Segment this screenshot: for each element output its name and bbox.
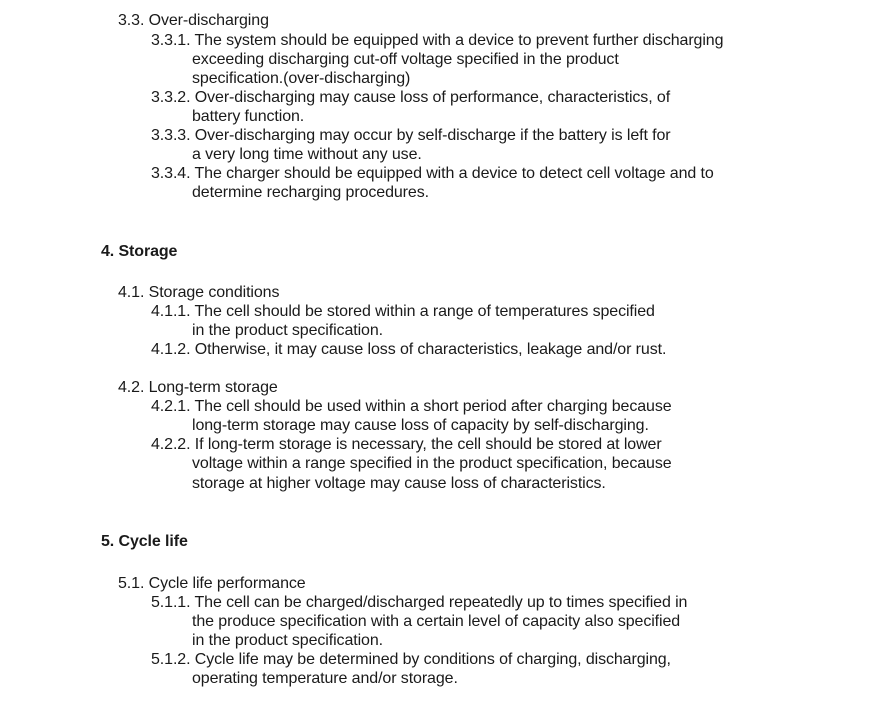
item-3-3-1-line-3: specification.(over-discharging)	[192, 70, 411, 87]
item-4-1-2-line-1: 4.1.2. Otherwise, it may cause loss of characteristics, leakage and/or rust.	[151, 341, 667, 358]
item-3-3-2-line-1: 3.3.2. Over-discharging may cause loss of performance, characteristics, of	[151, 89, 671, 106]
item-5-1-1-line-3: in the product specification.	[192, 632, 383, 649]
item-3-3-2-line-2: battery function.	[192, 108, 305, 125]
item-3-3-4-line-1: 3.3.4. The charger should be equipped with a device to detect cell voltage and to	[151, 165, 714, 182]
item-5-1-2-line-2: operating temperature and/or storage.	[192, 670, 458, 687]
item-3-3-1-line-1: 3.3.1. The system should be equipped with a device to prevent further discharging	[151, 32, 724, 49]
subsection-heading-5-1: 5.1. Cycle life performance	[118, 575, 306, 592]
subsection-heading-3-3: 3.3. Over-discharging	[118, 12, 269, 29]
item-4-2-2-line-3: storage at higher voltage may cause loss of characteristics.	[192, 475, 606, 492]
item-4-1-1-line-2: in the product specification.	[192, 322, 383, 339]
item-3-3-3-line-1: 3.3.3. Over-discharging may occur by self-discharge if the battery is left for	[151, 127, 671, 144]
item-3-3-1-line-2: exceeding discharging cut-off voltage specified in the product	[192, 51, 619, 68]
item-5-1-1-line-1: 5.1.1. The cell can be charged/discharged repeatedly up to times specified in	[151, 594, 688, 611]
item-4-2-2-line-1: 4.2.2. If long-term storage is necessary, the cell should be stored at lower	[151, 436, 662, 453]
item-4-2-2-line-2: voltage within a range specified in the product specification, because	[192, 455, 672, 472]
subsection-heading-4-2: 4.2. Long-term storage	[118, 379, 278, 396]
item-4-1-1-line-1: 4.1.1. The cell should be stored within a range of temperatures specified	[151, 303, 655, 320]
section-heading-storage: 4. Storage	[101, 243, 178, 260]
item-5-1-1-line-2: the produce specification with a certain level of capacity also specified	[192, 613, 681, 630]
item-4-2-1-line-2: long-term storage may cause loss of capacity by self-discharging.	[192, 417, 649, 434]
subsection-heading-4-1: 4.1. Storage conditions	[118, 284, 280, 301]
item-3-3-4-line-2: determine recharging procedures.	[192, 184, 429, 201]
item-5-1-2-line-1: 5.1.2. Cycle life may be determined by conditions of charging, discharging,	[151, 651, 671, 668]
item-4-2-1-line-1: 4.2.1. The cell should be used within a short period after charging because	[151, 398, 672, 415]
item-3-3-3-line-2: a very long time without any use.	[192, 146, 422, 163]
section-heading-cycle-life: 5. Cycle life	[101, 533, 188, 550]
